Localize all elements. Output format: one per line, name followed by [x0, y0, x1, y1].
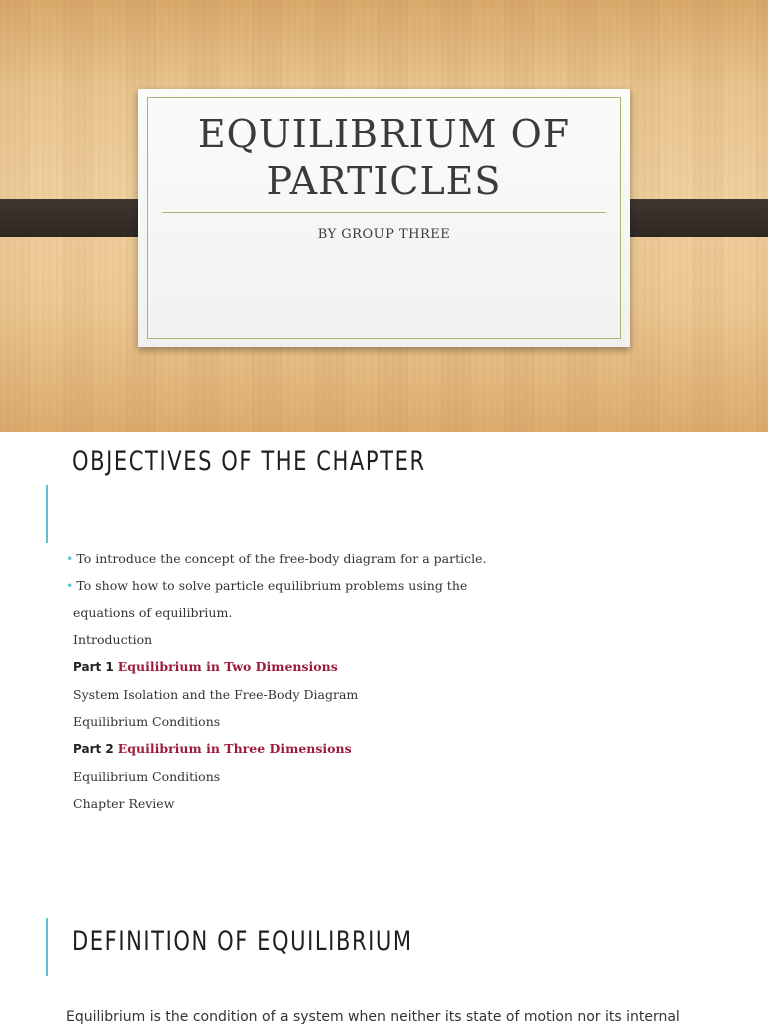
title-card [138, 89, 630, 347]
title-divider [162, 212, 606, 213]
definition-heading: DEFINITION OF EQUILIBRIUM [72, 926, 413, 957]
outline-part-2 [66, 735, 746, 763]
part-2-label: Part 2 [73, 742, 114, 756]
bullet-dot-icon: • [66, 578, 74, 593]
title-line-1: EQUILIBRIUM OF [197, 112, 571, 156]
part-1-title: Equilibrium in Two Dimensions [117, 659, 338, 674]
part-1-label: Part 1 [73, 660, 114, 674]
left-ribbon [0, 199, 155, 237]
outline-part-1 [66, 653, 746, 681]
outline-part-2-item: Equilibrium Conditions [73, 769, 221, 784]
bullet-item: • To introduce the concept of the free-body diagram for a particle. [66, 551, 487, 566]
slide-title [138, 111, 630, 205]
outline-part-1-item: Equilibrium Conditions [73, 714, 221, 729]
outline-introduction: Introduction [73, 632, 153, 647]
bullet-item: • To show how to solve particle equilibrium problems using the [66, 578, 468, 593]
objectives-accent-bar [46, 485, 48, 543]
title-line-2: PARTICLES [266, 159, 502, 203]
slide-subtitle: BY GROUP THREE [317, 227, 451, 242]
bullet-dot-icon: • [66, 551, 74, 566]
title-slide [0, 0, 768, 432]
right-ribbon [613, 199, 768, 237]
outline-part-1-item: System Isolation and the Free-Body Diagram [73, 687, 359, 702]
bullet-continuation: equations of equilibrium. [73, 605, 233, 620]
definition-accent-bar [46, 918, 48, 976]
objectives-list [66, 545, 746, 817]
objectives-heading: OBJECTIVES OF THE CHAPTER [72, 446, 426, 477]
part-2-title: Equilibrium in Three Dimensions [117, 741, 352, 756]
outline-chapter-review: Chapter Review [73, 796, 175, 811]
definition-text: Equilibrium is the condition of a system when neither its state of motion nor its internal [66, 1009, 680, 1025]
